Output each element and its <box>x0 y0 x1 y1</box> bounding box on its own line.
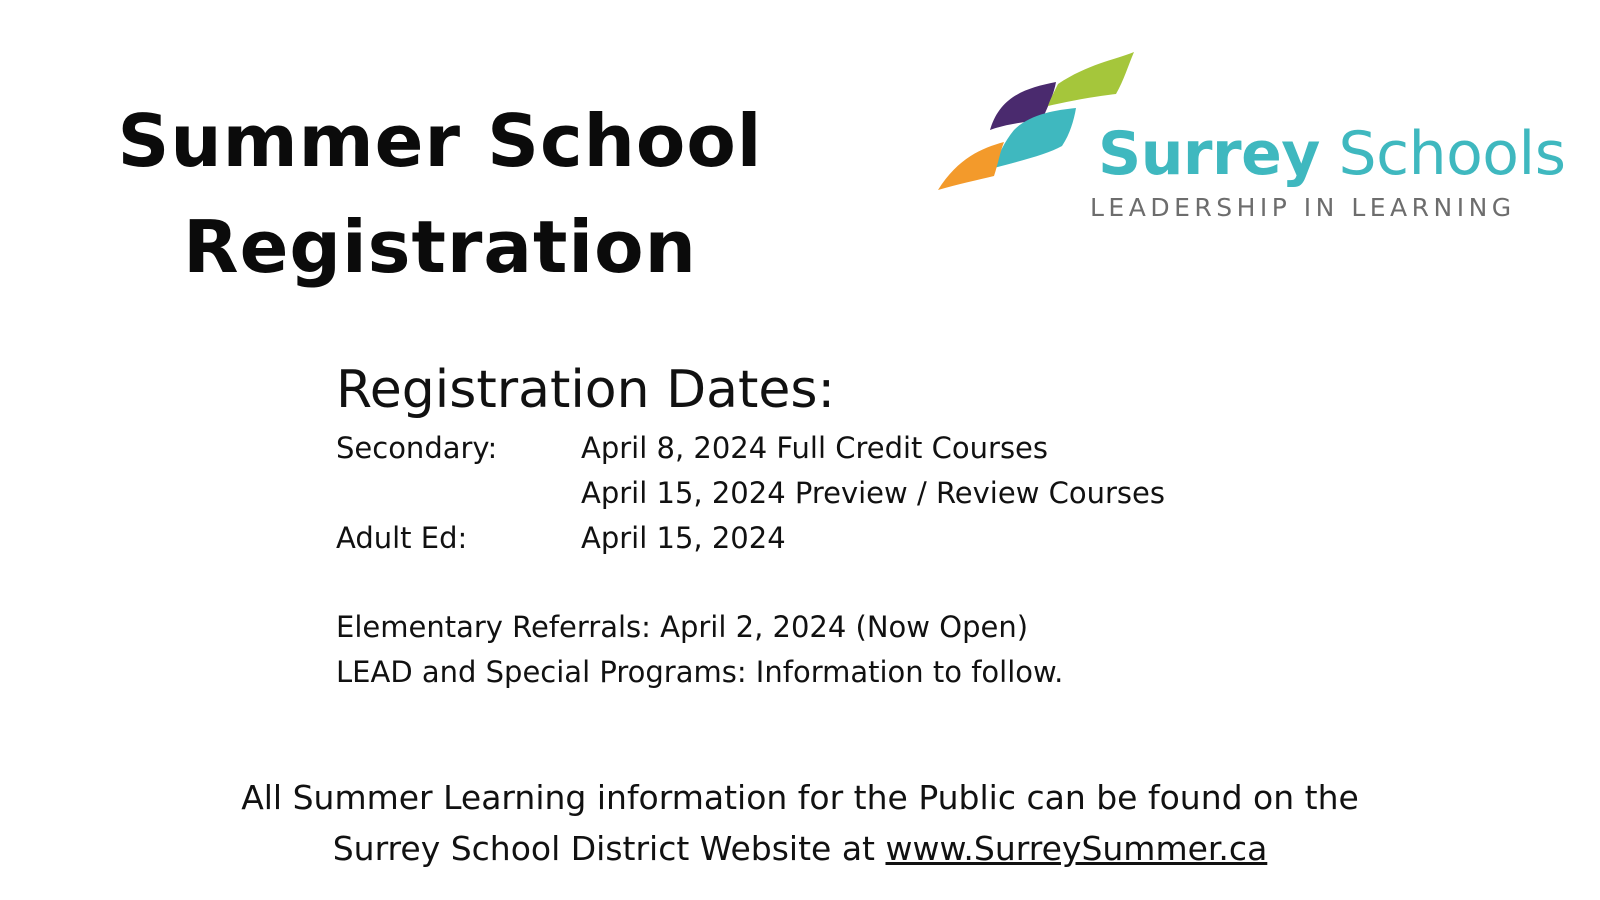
footer-line-1: All Summer Learning information for the Public can be found on the <box>241 778 1359 817</box>
logo-wordmark <box>1098 118 1565 190</box>
note-elementary-referrals: Elementary Referrals: April 2, 2024 (Now Open) <box>336 610 1029 644</box>
date-row-value: April 8, 2024 Full Credit Courses <box>581 431 1049 465</box>
footer-line-2 <box>0 823 1600 874</box>
logo-tagline: LEADERSHIP IN LEARNING <box>1090 193 1516 222</box>
title-line-2: Registration <box>183 205 697 289</box>
logo-wordmark-surrey: Surrey <box>1098 119 1320 189</box>
footer-info <box>0 772 1600 874</box>
date-row-label: Secondary: <box>336 431 498 465</box>
page-title <box>60 88 820 300</box>
surrey-summer-link[interactable]: www.SurreySummer.ca <box>885 829 1268 868</box>
surrey-schools-logo <box>938 50 1588 240</box>
note-lead-special-programs: LEAD and Special Programs: Information to follow. <box>336 655 1064 689</box>
date-row-secondary-full-credit <box>336 426 1296 471</box>
title-line-1: Summer School <box>117 99 763 183</box>
registration-dates-heading: Registration Dates: <box>336 360 836 420</box>
registration-dates-section <box>336 360 1296 695</box>
date-row-value: April 15, 2024 <box>581 521 786 555</box>
registration-notes <box>336 605 1296 695</box>
logo-wordmark-schools: Schools <box>1338 119 1566 189</box>
date-row-value: April 15, 2024 Preview / Review Courses <box>581 476 1165 510</box>
date-row-label <box>336 471 581 516</box>
date-row-secondary-preview-review <box>336 471 1296 516</box>
footer-line-2-prefix: Surrey School District Website at <box>332 829 886 868</box>
date-row-adult-ed <box>336 516 1296 561</box>
date-row-label: Adult Ed: <box>336 521 468 555</box>
